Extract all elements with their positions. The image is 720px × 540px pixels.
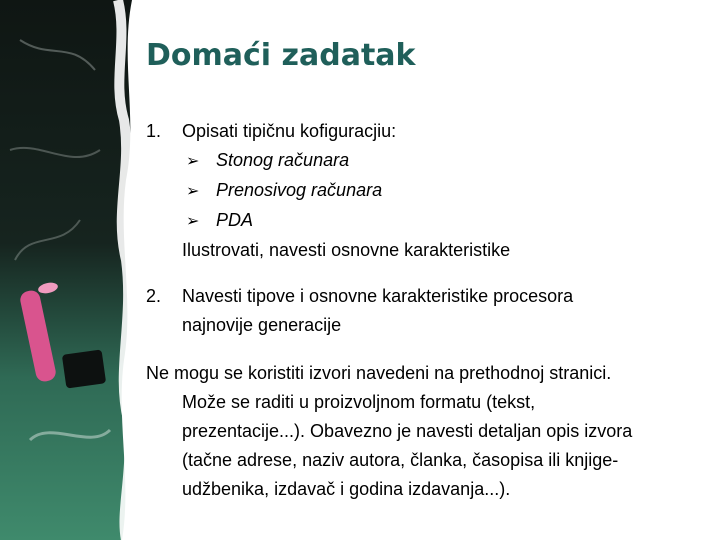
sub-item: ➢ PDA bbox=[182, 206, 712, 236]
item-number: 1. bbox=[146, 121, 162, 141]
item-followup: Ilustrovati, navesti osnovne karakteristike bbox=[182, 240, 511, 260]
note-line: udžbenika, izdavač i godina izdavanja...). bbox=[182, 479, 511, 499]
task-item-2 bbox=[146, 282, 712, 340]
item-text-line: Navesti tipove i osnovne karakteristike procesora bbox=[182, 286, 574, 306]
item-text: Opisati tipičnu kofiguracjiu: bbox=[182, 121, 397, 141]
arrow-bullet-icon: ➢ bbox=[186, 213, 200, 230]
note-line: (tačne adrese, naziv autora, članka, časopisa ili knjige- bbox=[182, 450, 619, 470]
item-text-line: najnovije generacije bbox=[182, 315, 342, 335]
note-line: Ne mogu se koristiti izvori navedeni na prethodnoj stranici. bbox=[146, 363, 612, 383]
note-line: Može se raditi u proizvoljnom formatu (tekst, bbox=[182, 392, 536, 412]
sub-item: ➢ Prenosivog računara bbox=[182, 176, 712, 206]
arrow-bullet-icon: ➢ bbox=[186, 153, 200, 170]
note-line: prezentacije...). Obavezno je navesti detaljan opis izvora bbox=[182, 421, 633, 441]
arrow-bullet-icon: ➢ bbox=[186, 183, 200, 200]
sources-note bbox=[146, 359, 712, 504]
task-item-1 bbox=[146, 117, 712, 265]
eraser-icon bbox=[62, 349, 106, 388]
slide-title: Domaći zadatak bbox=[146, 38, 416, 73]
slide-content bbox=[146, 117, 712, 504]
item-number: 2. bbox=[146, 286, 162, 306]
sub-item: ➢ Stonog računara bbox=[182, 146, 712, 176]
